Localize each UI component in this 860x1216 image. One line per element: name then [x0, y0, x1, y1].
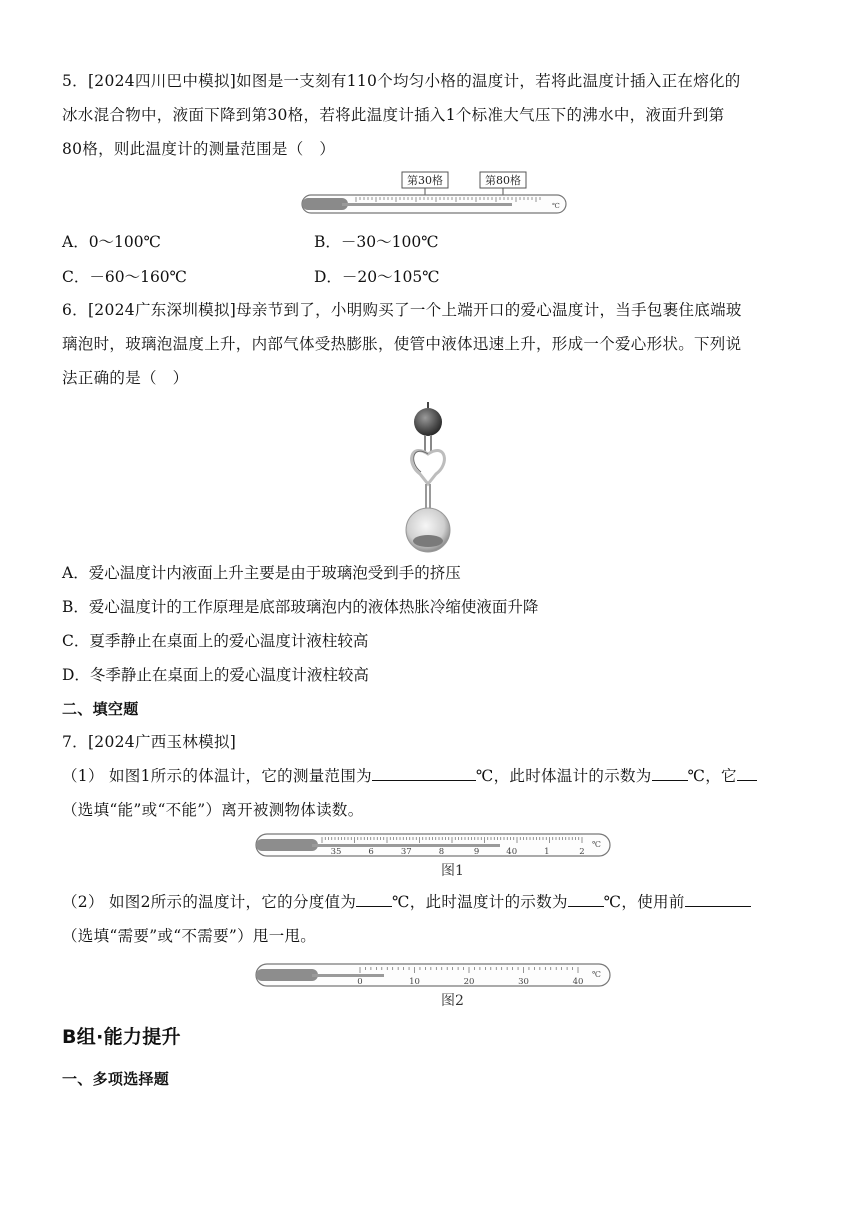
- q6-option-c[interactable]: C．夏季静止在桌面上的爱心温度计液柱较高: [62, 632, 369, 650]
- q5-unit: ℃: [552, 202, 560, 210]
- fig1-tick-label: 8: [438, 847, 445, 857]
- fig1-tick-label: 35: [330, 847, 342, 857]
- section-fill-blank-title: 二、填空题: [62, 700, 139, 718]
- q7-part1-text-c: ℃，它: [687, 767, 737, 785]
- q5-option-b[interactable]: B．－30～100℃: [314, 233, 439, 251]
- q7-blank-reading[interactable]: [652, 765, 688, 781]
- q5-thermometer-figure: [296, 168, 572, 218]
- q7-blank-can-leave[interactable]: [737, 765, 757, 781]
- fig1-tick-label: 1: [544, 847, 550, 857]
- q5-label-80: 第80格: [485, 174, 521, 187]
- fig2-tick-label: 20: [463, 977, 475, 987]
- q6-line-2: 璃泡时，玻璃泡温度上升，内部气体受热膨胀，使管中液体迅速上升，形成一个爱心形状。下列说: [62, 335, 742, 353]
- q7-part1-line-2: （选填“能”或“不能”）离开被测物体读数。: [62, 801, 364, 819]
- q5-line-3: 80格，则此温度计的测量范围是（ ）: [62, 140, 336, 158]
- q7-blank-range[interactable]: [372, 765, 476, 781]
- q5-line-2: 冰水混合物中，液面下降到第30格，若将此温度计插入1个标准大气压下的沸水中，液面升到第: [62, 106, 725, 124]
- q7-part2-text-a: （2） 如图2所示的温度计，它的分度值为: [62, 893, 357, 911]
- q5-option-c[interactable]: C．－60～160℃: [62, 268, 188, 286]
- q7-blank-temp-reading[interactable]: [568, 891, 604, 907]
- fig2-lab-thermometer: [252, 960, 614, 990]
- fig1-caption: 图1: [441, 863, 464, 879]
- fig2-tick-label: 0: [357, 977, 363, 987]
- heart-thermometer-image: [400, 400, 460, 556]
- q5-line-1: 5．[2024四川巴中模拟]如图是一支刻有110个均匀小格的温度计，若将此温度计插入正在熔化的: [62, 72, 741, 90]
- q7-part1-text-a: （1） 如图1所示的体温计，它的测量范围为: [62, 767, 372, 785]
- fig2-caption: 图2: [441, 993, 464, 1009]
- fig1-tick-label: 6: [368, 847, 374, 857]
- q7-part2-text-c: ℃，使用前: [603, 893, 685, 911]
- section-multi-choice-title: 一、多项选择题: [62, 1070, 170, 1088]
- q5-option-d[interactable]: D．－20～105℃: [314, 268, 440, 286]
- q7-header: 7．[2024广西玉林模拟]: [62, 733, 237, 751]
- fig1-tick-label: 37: [400, 847, 412, 857]
- q7-blank-division[interactable]: [356, 891, 392, 907]
- q7-part2-line-2: （选填“需要”或“不需要”）甩一甩。: [62, 927, 317, 945]
- fig1-tick-label: 40: [506, 847, 518, 857]
- fig1-unit: ℃: [592, 840, 601, 849]
- q5-option-a[interactable]: A．0～100℃: [62, 233, 161, 251]
- fig2-tick-label: 10: [409, 977, 420, 987]
- fig1-clinical-thermometer: [252, 830, 614, 860]
- q6-option-a[interactable]: A．爱心温度计内液面上升主要是由于玻璃泡受到手的挤压: [62, 564, 461, 582]
- fig2-tick-label: 40: [572, 977, 584, 987]
- q6-option-b[interactable]: B．爱心温度计的工作原理是底部玻璃泡内的液体热胀冷缩使液面升降: [62, 598, 539, 616]
- q7-part1-line-1: [62, 765, 757, 787]
- q7-blank-shake[interactable]: [685, 891, 751, 907]
- q7-part2-text-b: ℃，此时温度计的示数为: [392, 893, 568, 911]
- q6-option-d[interactable]: D．冬季静止在桌面上的爱心温度计液柱较高: [62, 666, 369, 684]
- q6-line-1: 6．[2024广东深圳模拟]母亲节到了，小明购买了一个上端开口的爱心温度计，当手包裹住底端玻: [62, 301, 742, 319]
- fig1-tick-label: 9: [473, 847, 480, 857]
- q7-part2-line-1: [62, 891, 751, 913]
- fig2-unit: ℃: [592, 970, 601, 979]
- group-b-title: B组·能力提升: [62, 1026, 181, 1048]
- fig1-tick-label: 2: [579, 847, 585, 857]
- q7-part1-text-b: ℃，此时体温计的示数为: [475, 767, 652, 785]
- q5-label-30: 第30格: [407, 174, 443, 187]
- fig2-tick-label: 30: [518, 977, 529, 987]
- q6-line-3: 法正确的是（ ）: [62, 369, 189, 387]
